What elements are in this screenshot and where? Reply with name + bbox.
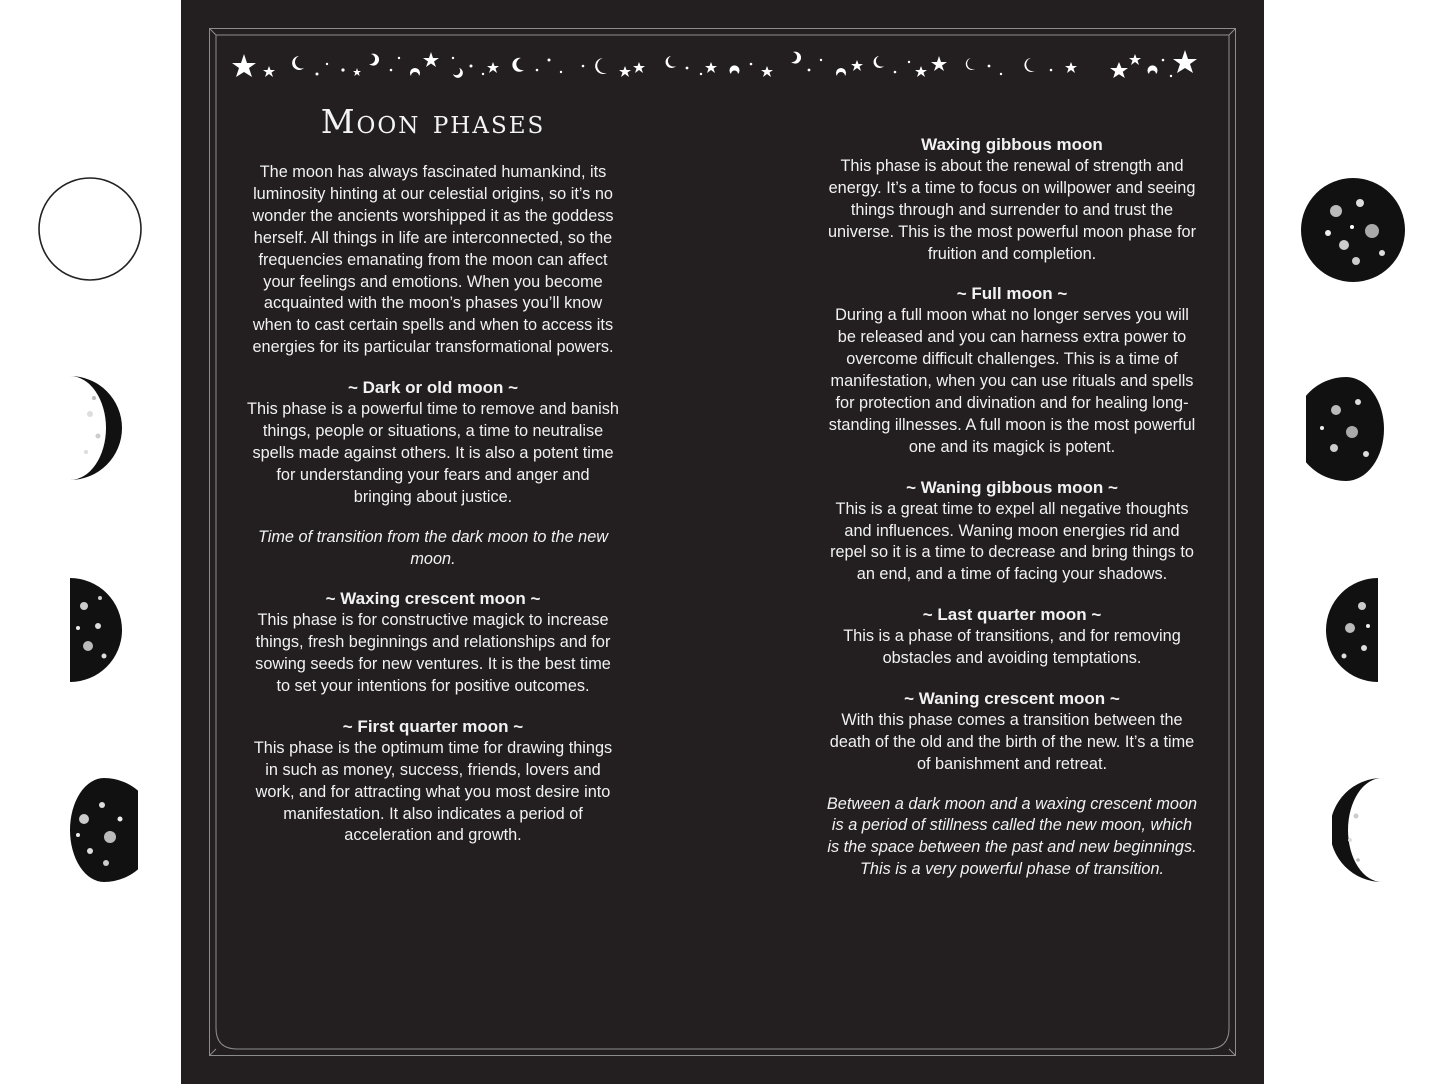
new-moon-outline-icon (36, 175, 144, 283)
last-quarter-moon-icon (1322, 576, 1378, 684)
section-heading-first-quarter: ~ First quarter moon ~ (342, 716, 524, 736)
section-body-waxing-gibbous: This phase is about the renewal of strength and energy. It’s a time to focus on willpower and seeing things through and surrender to and trust the universe. This is the most powerful moon phase for fruition and completion. (827, 156, 1196, 263)
page-panel (181, 0, 1264, 1084)
section-note-dark-moon: Time of transition from the dark moon to the new moon. (257, 527, 609, 568)
first-quarter-moon-icon (70, 576, 126, 684)
right-column (826, 134, 1198, 899)
section-body-last-quarter: This is a phase of transitions, and for removing obstacles and avoiding temptations. (843, 627, 1181, 668)
section-body-waning-gibbous: This is a great time to expel all negative thoughts and influences. Waning moon energies rid and repel so it is a time to decrease and bring things to an end, and a time of facing your shadows. (830, 499, 1194, 584)
section-heading-full-moon: ~ Full moon ~ (956, 284, 1068, 304)
left-column (247, 102, 619, 865)
section-body-waxing-crescent: This phase is for constructive magick to increase things, fresh beginnings and relationships and for sowing seeds for new ventures. It is the best time to set your intentions for positive outcomes. (255, 611, 611, 696)
section-heading-dark-moon: ~ Dark or old moon ~ (347, 378, 519, 398)
waxing-gibbous-moon-icon (50, 775, 138, 885)
section-body-first-quarter: This phase is the optimum time for drawing things in such as money, success, friends, lovers and work, and for attracting what you most desire into manifestation. It also indicates a period of acceleration and growth. (253, 738, 613, 845)
section-heading-waning-gibbous: ~ Waning gibbous moon ~ (906, 477, 1118, 497)
waxing-crescent-moon-icon (68, 374, 124, 482)
stars-and-crescents-border-icon (231, 46, 1214, 86)
section-body-full-moon: During a full moon what no longer serves you will be released and you can harness extra power to overcome difficult challenges. This is a time of manifestation, when you can use rituals and spells for protection and divination and for healing long-standing illnesses. A full moon is the most powerful one and its magick is potent. (828, 306, 1196, 456)
section-note-new-moon: Between a dark moon and a waxing crescent moon is a period of stillness called the new moon, which is the space between the past and new beginnings. This is a very powerful phase of transition. (826, 794, 1198, 879)
waning-gibbous-moon-icon (1306, 374, 1398, 484)
section-heading-waxing-gibbous: Waxing gibbous moon (921, 135, 1103, 154)
waning-crescent-moon-icon (1332, 776, 1384, 884)
page-title: Moon phases (320, 102, 546, 141)
section-body-waning-crescent: With this phase comes a transition between the death of the old and the birth of the new. It’s a time of banishment and retreat. (829, 710, 1195, 773)
section-heading-waxing-crescent: ~ Waxing crescent moon ~ (325, 589, 541, 609)
full-moon-icon (1298, 175, 1408, 285)
section-heading-last-quarter: ~ Last quarter moon ~ (922, 605, 1102, 625)
section-body-dark-moon: This phase is a powerful time to remove and banish things, people or situations, a time to neutralise spells made against others. It is also a potent time for understanding your fears and anger and bringing about justice. (247, 400, 619, 506)
section-heading-waning-crescent: ~ Waning crescent moon ~ (904, 688, 1120, 708)
intro-paragraph: The moon has always fascinated humankind, its luminosity hinting at our celestial origins, so it’s no wonder the ancients worshipped it as the goddess herself. All things in life are interconnected, so the frequencies emanating from the moon can affect your feelings and emotions. When you become acquainted with the moon’s phases you’ll know when to cast certain spells and when to access its energies for its particular transformational powers. (252, 163, 614, 357)
